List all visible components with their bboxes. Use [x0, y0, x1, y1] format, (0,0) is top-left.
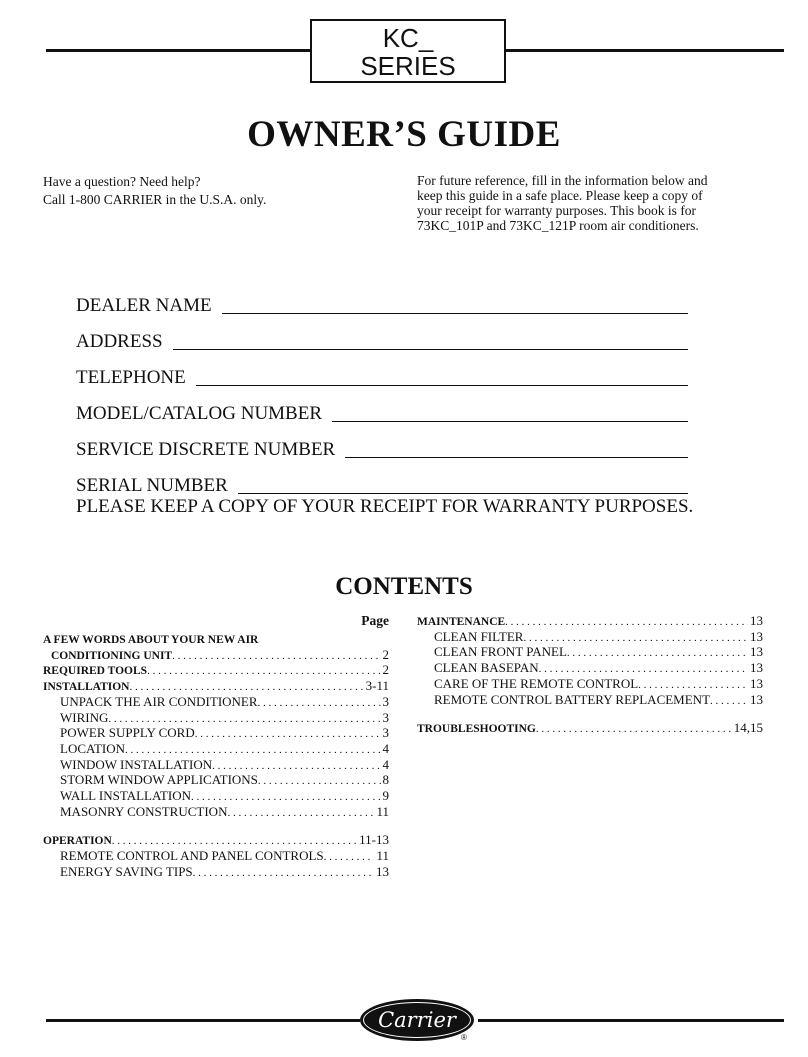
leader-dots: [539, 661, 748, 677]
contents-title: CONTENTS: [335, 573, 473, 600]
toc-entry-clean-front-panel[interactable]: [417, 645, 763, 661]
toc-entry-page: 13: [750, 675, 763, 691]
toc-entry-title: WINDOW INSTALLATION: [60, 756, 213, 772]
toc-entry-title: CLEAN FRONT PANEL: [434, 644, 567, 660]
leader-dots: [195, 726, 381, 742]
toc-entry-title: MASONRY CONSTRUCTION: [60, 803, 228, 819]
toc-entry-a-few-words[interactable]: [43, 634, 389, 648]
leader-dots: [172, 650, 380, 664]
service-discrete-row: [76, 425, 688, 461]
dealer-name-row: [76, 281, 688, 317]
leader-dots: [212, 758, 380, 774]
dealer-name-label: DEALER NAME: [76, 295, 212, 316]
toc-entry-title: CARE OF THE REMOTE CONTROL: [434, 675, 639, 691]
leader-dots: [193, 865, 374, 881]
toc-entry-battery-replacement[interactable]: [417, 693, 763, 709]
help-line-2: Call 1-800 CARRIER in the U.S.A. only.: [43, 192, 267, 207]
leader-dots: [258, 773, 381, 789]
toc-entry-page: 13: [750, 660, 763, 676]
reference-text: [417, 173, 767, 233]
series-box: [310, 19, 506, 83]
toc-entry-title: WIRING: [60, 709, 109, 725]
reference-line-1: For future reference, fill in the information below and: [417, 173, 708, 188]
address-label: ADDRESS: [76, 331, 163, 352]
toc-entry-clean-filter[interactable]: [417, 630, 763, 646]
serial-number-label: SERIAL NUMBER: [76, 475, 228, 496]
toc-entry-page: 8: [382, 772, 389, 788]
toc-entry-installation[interactable]: [43, 679, 389, 695]
toc-entry-title: LOCATION: [60, 740, 125, 756]
toc-entry-wiring[interactable]: [43, 711, 389, 727]
toc-entry-title: ENERGY SAVING TIPS: [60, 863, 193, 879]
toc-entry-title: REMOTE CONTROL BATTERY REPLACEMENT: [434, 691, 711, 707]
toc-entry-wall-installation[interactable]: [43, 789, 389, 805]
toc-entry-page: 4: [382, 740, 389, 756]
leader-dots: [147, 665, 380, 679]
owner-info-form: [76, 281, 688, 497]
toc-gap: [43, 820, 389, 833]
toc-entry-page: 11-13: [359, 832, 389, 848]
leader-dots: [324, 849, 375, 865]
leader-dots: [227, 805, 374, 821]
leader-dots: [112, 835, 357, 849]
model-catalog-label: MODEL/CATALOG NUMBER: [76, 403, 323, 424]
model-catalog-field[interactable]: [332, 403, 688, 422]
footer-rule-left: [46, 1019, 360, 1022]
leader-dots: [505, 616, 748, 630]
toc-entry-title: REMOTE CONTROL AND PANEL CONTROLS: [60, 848, 324, 864]
toc-entry-unpack[interactable]: [43, 695, 389, 711]
toc-entry-conditioning-unit[interactable]: [43, 648, 389, 664]
leader-dots: [638, 677, 748, 693]
toc-entry-title: A FEW WORDS ABOUT YOUR NEW AIR: [43, 634, 259, 646]
toc-entry-page: 11: [376, 848, 389, 864]
toc-entry-title: CLEAN FILTER: [434, 628, 524, 644]
help-text: [43, 173, 266, 209]
toc-entry-storm-window[interactable]: [43, 773, 389, 789]
telephone-label: TELEPHONE: [76, 367, 186, 388]
series-label: SERIES: [360, 51, 456, 81]
header-rule-left: [46, 49, 310, 52]
leader-dots: [567, 645, 748, 661]
toc-entry-title: MAINTENANCE: [417, 616, 506, 628]
toc-left-column: [43, 614, 389, 881]
leader-dots: [258, 695, 381, 711]
registered-mark: ®: [461, 1033, 467, 1042]
leader-dots: [191, 789, 381, 805]
logo-oval: [360, 999, 474, 1041]
leader-dots: [130, 681, 364, 695]
toc-entry-required-tools[interactable]: [43, 663, 389, 679]
toc-entry-page: 3: [382, 725, 389, 741]
leader-dots: [125, 742, 381, 758]
reference-line-2: keep this guide in a safe place. Please keep a copy of: [417, 188, 703, 203]
toc-entry-title: CLEAN BASEPAN: [434, 660, 539, 676]
toc-entry-title: REQUIRED TOOLS: [43, 665, 148, 678]
telephone-field[interactable]: [196, 367, 688, 386]
header-rule-right: [506, 49, 784, 52]
toc-entry-page: 13: [750, 613, 763, 628]
toc-entry-title: STORM WINDOW APPLICATIONS: [60, 772, 258, 788]
toc-entry-page: 3-11: [365, 678, 389, 694]
toc-entry-energy-saving[interactable]: [43, 865, 389, 881]
toc-entry-care-remote[interactable]: [417, 677, 763, 693]
toc-entry-page: 14,15: [733, 720, 763, 736]
toc-entry-troubleshooting[interactable]: [417, 721, 763, 737]
serial-number-row: [76, 461, 688, 497]
toc-entry-page: 2: [382, 662, 389, 678]
toc-entry-title: UNPACK THE AIR CONDITIONER: [60, 693, 258, 709]
toc-entry-operation[interactable]: [43, 833, 389, 849]
toc-entry-page: 11: [376, 803, 389, 819]
toc-page-header: Page: [361, 613, 389, 628]
leader-dots: [523, 630, 748, 646]
toc-entry-page: 13: [376, 863, 389, 879]
toc-entry-page: 3: [382, 709, 389, 725]
toc-entry-title: OPERATION: [43, 835, 112, 848]
help-line-1: Have a question? Need help?: [43, 174, 201, 189]
toc-entry-page: 13: [750, 644, 763, 660]
toc-entry-clean-basepan[interactable]: [417, 661, 763, 677]
toc-entry-page: 13: [750, 628, 763, 644]
address-field[interactable]: [173, 331, 688, 350]
warranty-note: PLEASE KEEP A COPY OF YOUR RECEIPT FOR WARRANTY PURPOSES.: [76, 496, 694, 517]
toc-entry-masonry[interactable]: [43, 805, 389, 821]
page-title: OWNER’S GUIDE: [247, 114, 561, 155]
address-row: [76, 317, 688, 353]
toc-entry-title: WALL INSTALLATION: [60, 788, 191, 804]
service-discrete-field[interactable]: [345, 439, 688, 458]
toc-entry-power-supply-cord[interactable]: [43, 726, 389, 742]
toc-gap: [417, 708, 763, 721]
leader-dots: [108, 711, 380, 727]
toc-right-column: [417, 614, 763, 737]
reference-line-3: your receipt for warranty purposes. This book is for: [417, 203, 697, 218]
toc-entry-page: 2: [382, 646, 389, 662]
footer-rule-right: [478, 1019, 784, 1022]
serial-number-field[interactable]: [238, 475, 688, 494]
dealer-name-field[interactable]: [222, 295, 688, 314]
toc-entry-title: CONDITIONING UNIT: [51, 649, 173, 662]
series-code: KC_: [382, 23, 434, 53]
toc-entry-page: 13: [750, 691, 763, 707]
toc-entry-title: INSTALLATION: [43, 681, 130, 694]
leader-dots: [536, 723, 732, 737]
toc-entry-window-installation[interactable]: [43, 758, 389, 774]
toc-entry-page: 4: [382, 756, 389, 772]
toc-entry-maintenance[interactable]: [417, 614, 763, 630]
model-catalog-row: [76, 389, 688, 425]
service-discrete-label: SERVICE DISCRETE NUMBER: [76, 439, 336, 460]
telephone-row: [76, 353, 688, 389]
toc-entry-page: 9: [382, 788, 389, 804]
toc-entry-location[interactable]: [43, 742, 389, 758]
reference-line-4: 73KC_101P and 73KC_121P room air conditioners.: [417, 218, 699, 233]
toc-entry-title: POWER SUPPLY CORD: [60, 725, 195, 741]
toc-entry-page: 3: [382, 693, 389, 709]
leader-dots: [710, 693, 748, 709]
toc-entry-remote-panel-controls[interactable]: [43, 849, 389, 865]
logo-text: Carrier: [363, 1002, 471, 1038]
toc-entry-title: TROUBLESHOOTING: [417, 723, 536, 736]
